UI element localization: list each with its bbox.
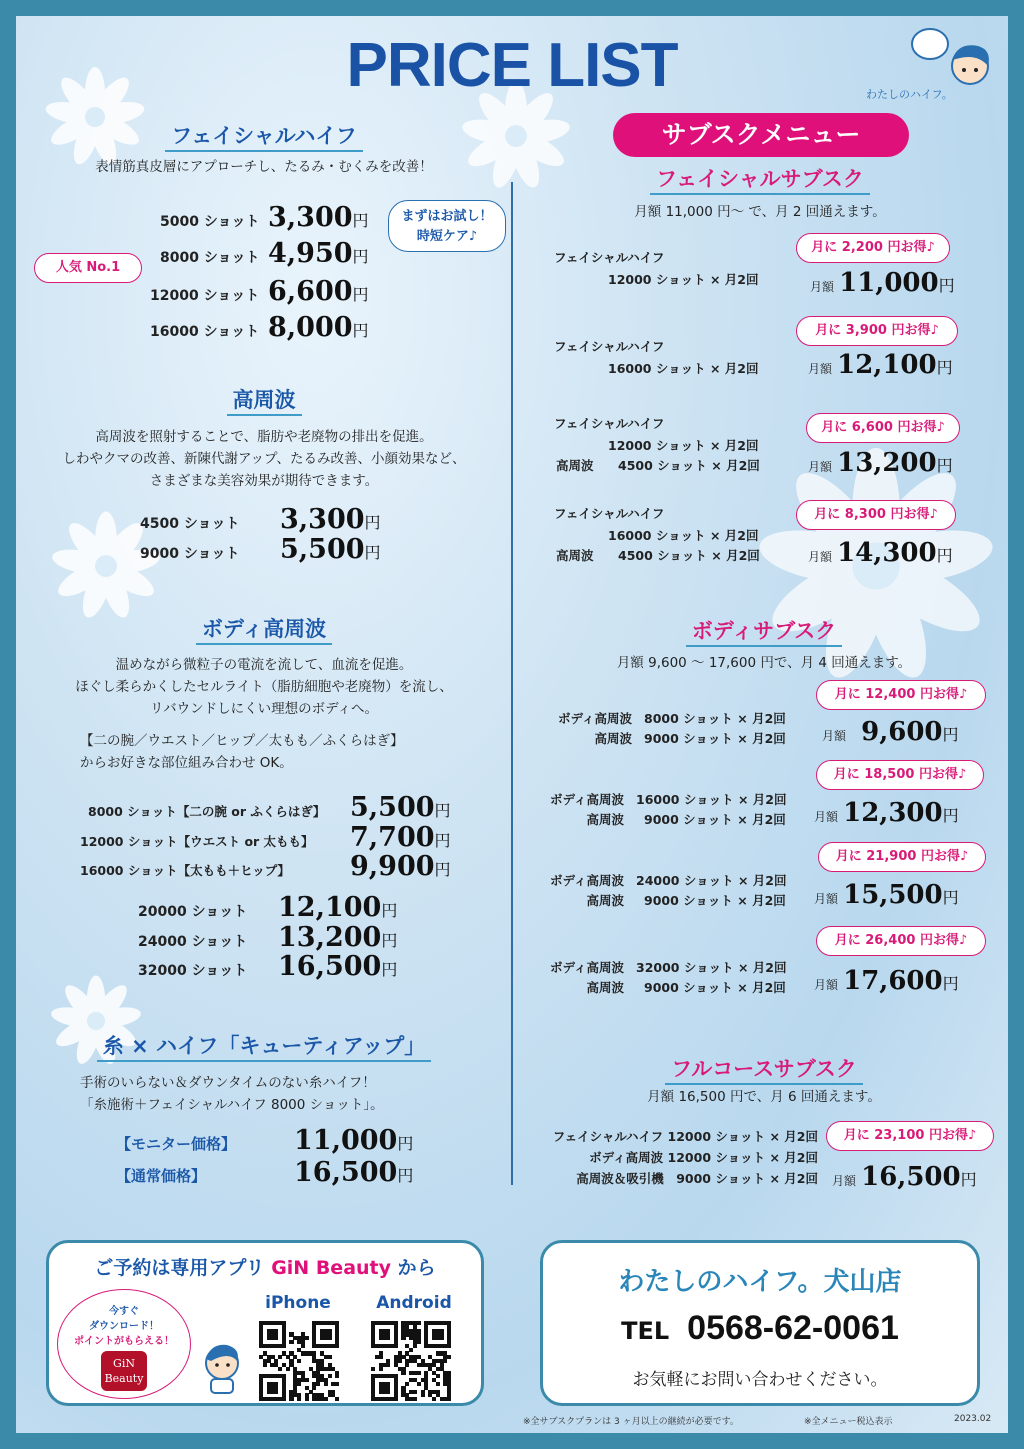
plan-price: 月額 12,300円 [814,798,959,828]
page-title: PRICE LIST [346,31,678,100]
qr-module [386,1363,390,1367]
download-bubble: 今すぐ ダウンロード！ ポイントがもらえる！ GiN Beauty [57,1289,191,1399]
android-label: Android [376,1293,452,1313]
qr-module [379,1367,383,1371]
plan-detail-label: 高周波 [556,548,594,563]
body-subscription-heading: ボディサブスク [564,615,964,645]
plan-detail-label: 高周波 [586,980,624,995]
qr-module [405,1363,409,1367]
qr-module [436,1374,440,1378]
qr-module [305,1397,309,1401]
body-rf-price-row: 12000 ショット【ウエスト or 太もも】 7,700円 [80,822,451,853]
plan-detail: 4500 ショット × 月2回 [618,548,760,563]
plan-name: フェイシャルハイフ [554,506,665,521]
contact-note: お気軽にお問い合わせください。 [632,1370,888,1390]
qr-module [335,1382,339,1386]
rf-heading: 高周波 [64,384,464,414]
plan-name: フェイシャルハイフ [554,250,665,265]
qr-module [282,1397,286,1401]
facial-heading: フェイシャルハイフ [64,120,464,150]
qr-module [413,1397,417,1401]
mascot-logo-icon [908,24,998,94]
qr-module [335,1374,339,1378]
savings-bubble: 月に 3,900 円お得♪ [796,316,958,346]
qr-module [328,1336,332,1340]
qr-module [386,1336,390,1340]
qr-module [301,1344,305,1348]
savings-bubble: 月に 18,500 円お得♪ [816,760,984,790]
android-qr-code[interactable] [371,1321,451,1401]
qr-module [394,1344,398,1348]
savings-bubble: 月に 21,900 円お得♪ [818,842,986,872]
body-rf-price-row: 8000 ショット【二の腕 or ふくらはぎ】 5,500円 [88,792,451,823]
plan-price: 月額 13,200円 [808,448,953,478]
full-course-description: 月額 16,500 円で、月 6 回通えます。 [647,1089,881,1105]
plan-price: 月額 9,600円 [822,717,959,747]
qr-module [312,1386,316,1390]
full-course-details: フェイシャルハイフ 12000 ショット × 月2回 ボディ高周波 12000 ショット × 月2回 高周波＆吸引機 9000 ショット × 月2回 [552,1129,818,1186]
plan-detail-label: ボディ高周波 [549,960,624,975]
qr-module [443,1359,447,1363]
plan-price: 月額 11,000円 [810,268,955,298]
subscription-banner: サブスクメニュー [613,113,909,157]
savings-bubble: 月に 23,100 円お得♪ [826,1121,994,1151]
body-rf-description: 温めながら微粒子の電流を流して、血流を促進。 ほぐし柔らかくしたセルライト（脂肪細胞や老廃物）を流し、 リバウンドしにくい理想のボディへ。 [75,657,453,717]
savings-bubble: 月に 6,600 円お得♪ [806,413,960,443]
plan-detail-label: ボディ高周波 [549,873,624,888]
facial-price-row: 16000 ショット 8,000円 [150,312,369,343]
qr-module [409,1348,413,1352]
plan-detail-label: ボディ高周波 [549,792,624,807]
qr-module [371,1367,375,1371]
qr-module [447,1355,451,1359]
plan-detail: 9000 ショット × 月2回 [644,812,786,827]
qr-module [263,1363,267,1367]
footnote-subscription: ※全サブスクプランは 3 ヶ月以上の継続が必要です。 [523,1417,739,1427]
plan-detail: 16000 ショット × 月2回 [608,361,759,376]
plan-name: フェイシャルハイフ [554,339,665,354]
body-rf-price-row: 32000 ショット 16,500円 [138,951,398,982]
savings-bubble: 月に 8,300 円お得♪ [796,500,956,530]
plan-price: 月額 17,600円 [814,966,959,996]
shop-name: わたしのハイフ。犬山店 [618,1267,902,1297]
iphone-qr-code[interactable] [259,1321,339,1401]
thread-price-row: 【モニター価格】 11,000円 [116,1125,414,1156]
qr-module [413,1390,417,1394]
qr-module [278,1367,282,1371]
plan-detail: 16000 ショット × 月2回 [636,792,787,807]
footnote-tax: ※全メニュー税込表示 [804,1417,893,1427]
qr-module [447,1397,451,1401]
plan-detail: 8000 ショット × 月2回 [644,711,786,726]
qr-module [297,1359,301,1363]
plan-detail-label: ボディ高周波 [557,711,632,726]
facial-description: 表情筋真皮層にアプローチし、たるみ・むくみを改善！ [95,159,433,175]
qr-module [324,1397,328,1401]
shop-contact-box [540,1240,980,1406]
column-divider [511,182,513,1185]
body-rf-price-row: 24000 ショット 13,200円 [138,922,398,953]
thread-price-row: 【通常価格】 16,500円 [116,1157,414,1188]
qr-module [335,1344,339,1348]
savings-bubble: 月に 26,400 円お得♪ [816,926,986,956]
qr-module [328,1355,332,1359]
qr-module [421,1393,425,1397]
plan-detail: 9000 ショット × 月2回 [644,980,786,995]
qr-module [274,1336,278,1340]
plan-detail-label: 高周波 [586,812,624,827]
plan-detail: 9000 ショット × 月2回 [644,731,786,746]
facial-subscription-heading: フェイシャルサブスク [560,163,960,193]
plan-detail: 16000 ショット × 月2回 [608,528,759,543]
qr-module [432,1397,436,1401]
qr-module [324,1382,328,1386]
plan-detail: 24000 ショット × 月2回 [636,873,787,888]
qr-module [417,1371,421,1375]
qr-module [316,1382,320,1386]
qr-module [436,1382,440,1386]
qr-module [278,1355,282,1359]
qr-module [417,1321,421,1325]
qr-module [282,1344,286,1348]
plan-detail-label: 高周波 [594,731,632,746]
thread-heading: 糸 × ハイフ「キューティアップ」 [44,1030,484,1060]
iphone-label: iPhone [265,1293,331,1313]
qr-module [297,1382,301,1386]
booking-heading: ご予約は専用アプリ GiN Beauty から [94,1257,436,1279]
qr-module [328,1374,332,1378]
body-rf-price-row: 16000 ショット【太もも＋ヒップ】 9,900円 [80,851,451,882]
qr-module [413,1344,417,1348]
qr-module [289,1397,293,1401]
plan-price: 月額 12,100円 [808,350,953,380]
rf-description: 高周波を照射することで、脂肪や老廃物の排出を促進。 しわやクマの改善、新陳代謝アップ、たるみ改善、小顔効果など、 さまざまな美容効果が期待できます。 [62,429,466,489]
plan-detail-label: 高周波 [586,893,624,908]
savings-bubble: 月に 2,200 円お得♪ [796,233,950,263]
popular-bubble: 人気 No.1 [34,253,142,283]
body-subscription-description: 月額 9,600 〜 17,600 円で、月 4 回通えます。 [616,655,912,671]
thread-description: 手術のいらない＆ダウンタイムのない糸ハイフ！ 「糸施術＋フェイシャルハイフ 8000 ショット」。 [80,1075,384,1113]
qr-module [289,1340,293,1344]
shop-phone[interactable]: TEL 0568-62-0061 [621,1309,899,1347]
qr-module [401,1336,405,1340]
qr-module [401,1371,405,1375]
qr-module [305,1378,309,1382]
brand-logo-text: わたしのハイフ。 [866,88,953,101]
qr-module [379,1355,383,1359]
rf-price-row: 9000 ショット 5,500円 [140,534,381,565]
facial-subscription-description: 月額 11,000 円〜 で、月 2 回通えます。 [634,204,886,220]
qr-module [386,1390,390,1394]
plan-detail: 12000 ショット × 月2回 [608,438,759,453]
body-rf-heading: ボディ高周波 [64,613,464,643]
mascot-icon [199,1339,245,1395]
plan-detail-label: 高周波 [556,458,594,473]
body-rf-price-row: 20000 ショット 12,100円 [138,892,398,923]
qr-module [305,1336,309,1340]
qr-module [440,1336,444,1340]
body-rf-parts: 【二の腕／ウエスト／ヒップ／太もも／ふくらはぎ】 からお好きな部位組み合わせ OK。 [80,733,404,771]
facial-price-row: 8000 ショット 4,950円 [160,238,369,269]
facial-price-row: 12000 ショット 6,600円 [150,276,369,307]
qr-module [286,1367,290,1371]
qr-module [274,1390,278,1394]
plan-detail: 9000 ショット × 月2回 [644,893,786,908]
facial-price-row: 5000 ショット 3,300円 [160,202,369,233]
plan-detail: 4500 ショット × 月2回 [618,458,760,473]
qr-module [335,1397,339,1401]
footnote-date: 2023.02 [954,1414,992,1424]
qr-module [417,1382,421,1386]
app-icon[interactable]: GiN Beauty [101,1351,147,1391]
trial-bubble: まずはお試し！ 時短ケア♪ [388,200,506,252]
qr-module [405,1382,409,1386]
plan-detail: 12000 ショット × 月2回 [608,272,759,287]
qr-module [394,1397,398,1401]
plan-name: フェイシャルハイフ [554,416,665,431]
qr-module [297,1397,301,1401]
savings-bubble: 月に 12,400 円お得♪ [816,680,986,710]
plan-price: 月額 14,300円 [808,538,953,568]
plan-detail: 32000 ショット × 月2回 [636,960,787,975]
full-course-heading: フルコースサブスク [564,1053,964,1083]
qr-module [398,1359,402,1363]
qr-module [447,1344,451,1348]
rf-price-row: 4500 ショット 3,300円 [140,504,381,535]
plan-price: 月額 16,500円 [832,1162,977,1192]
qr-module [417,1340,421,1344]
plan-price: 月額 15,500円 [814,880,959,910]
booking-box [46,1240,484,1406]
